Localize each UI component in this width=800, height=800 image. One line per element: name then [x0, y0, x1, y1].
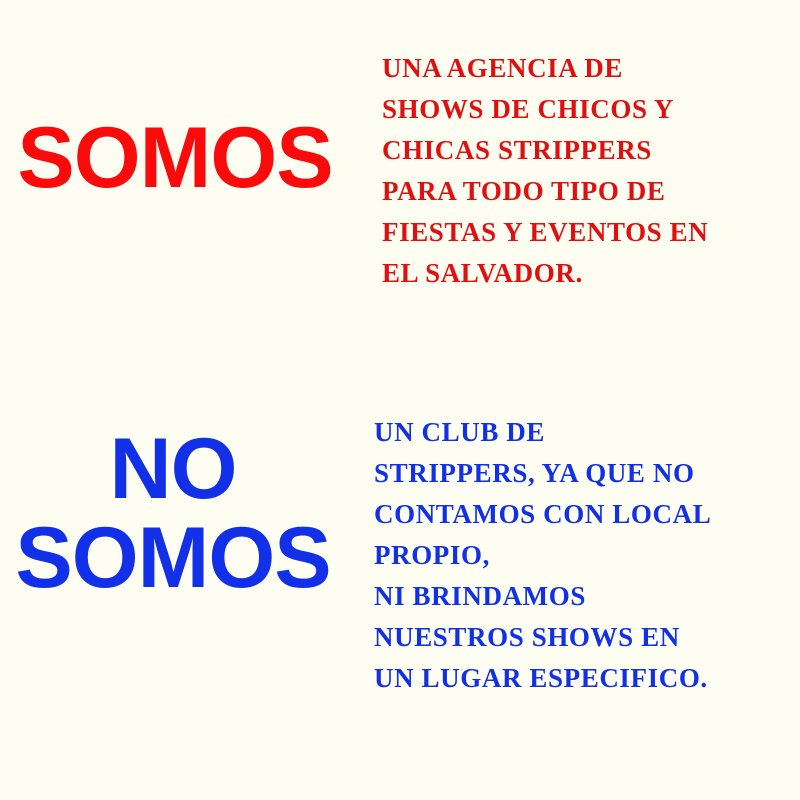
description-somos-line-3: CHICAS STRIPPERS [382, 135, 652, 166]
headline-somos-line-1: SOMOS [17, 110, 333, 206]
headline-no-somos-line-1: NO [109, 421, 237, 517]
headline-no-somos [8, 421, 338, 606]
headline-somos [10, 110, 340, 206]
description-somos-line-2: SHOWS DE CHICOS Y [382, 94, 675, 125]
description-somos-line-6: EL SALVADOR. [382, 258, 583, 289]
description-no-somos-line-4: PROPIO, [374, 540, 490, 571]
description-no-somos-line-1: UN CLUB DE [374, 417, 546, 447]
description-somos-line-1: UNA AGENCIA DE [382, 53, 623, 83]
description-somos-line-5: FIESTAS Y EVENTOS EN [382, 217, 709, 248]
description-somos-line-4: PARA TODO TIPO DE [382, 176, 666, 207]
description-no-somos-line-2: STRIPPERS, YA QUE NO [374, 458, 695, 489]
description-no-somos-line-7: UN LUGAR ESPECIFICO. [374, 663, 708, 694]
headline-no-somos-line-2: SOMOS [15, 509, 331, 606]
description-no-somos [374, 412, 794, 699]
description-no-somos-line-3: CONTAMOS CON LOCAL [374, 499, 712, 530]
description-somos [382, 48, 782, 294]
description-no-somos-line-5: NI BRINDAMOS [374, 581, 586, 612]
description-no-somos-line-6: NUESTROS SHOWS EN [374, 622, 680, 653]
